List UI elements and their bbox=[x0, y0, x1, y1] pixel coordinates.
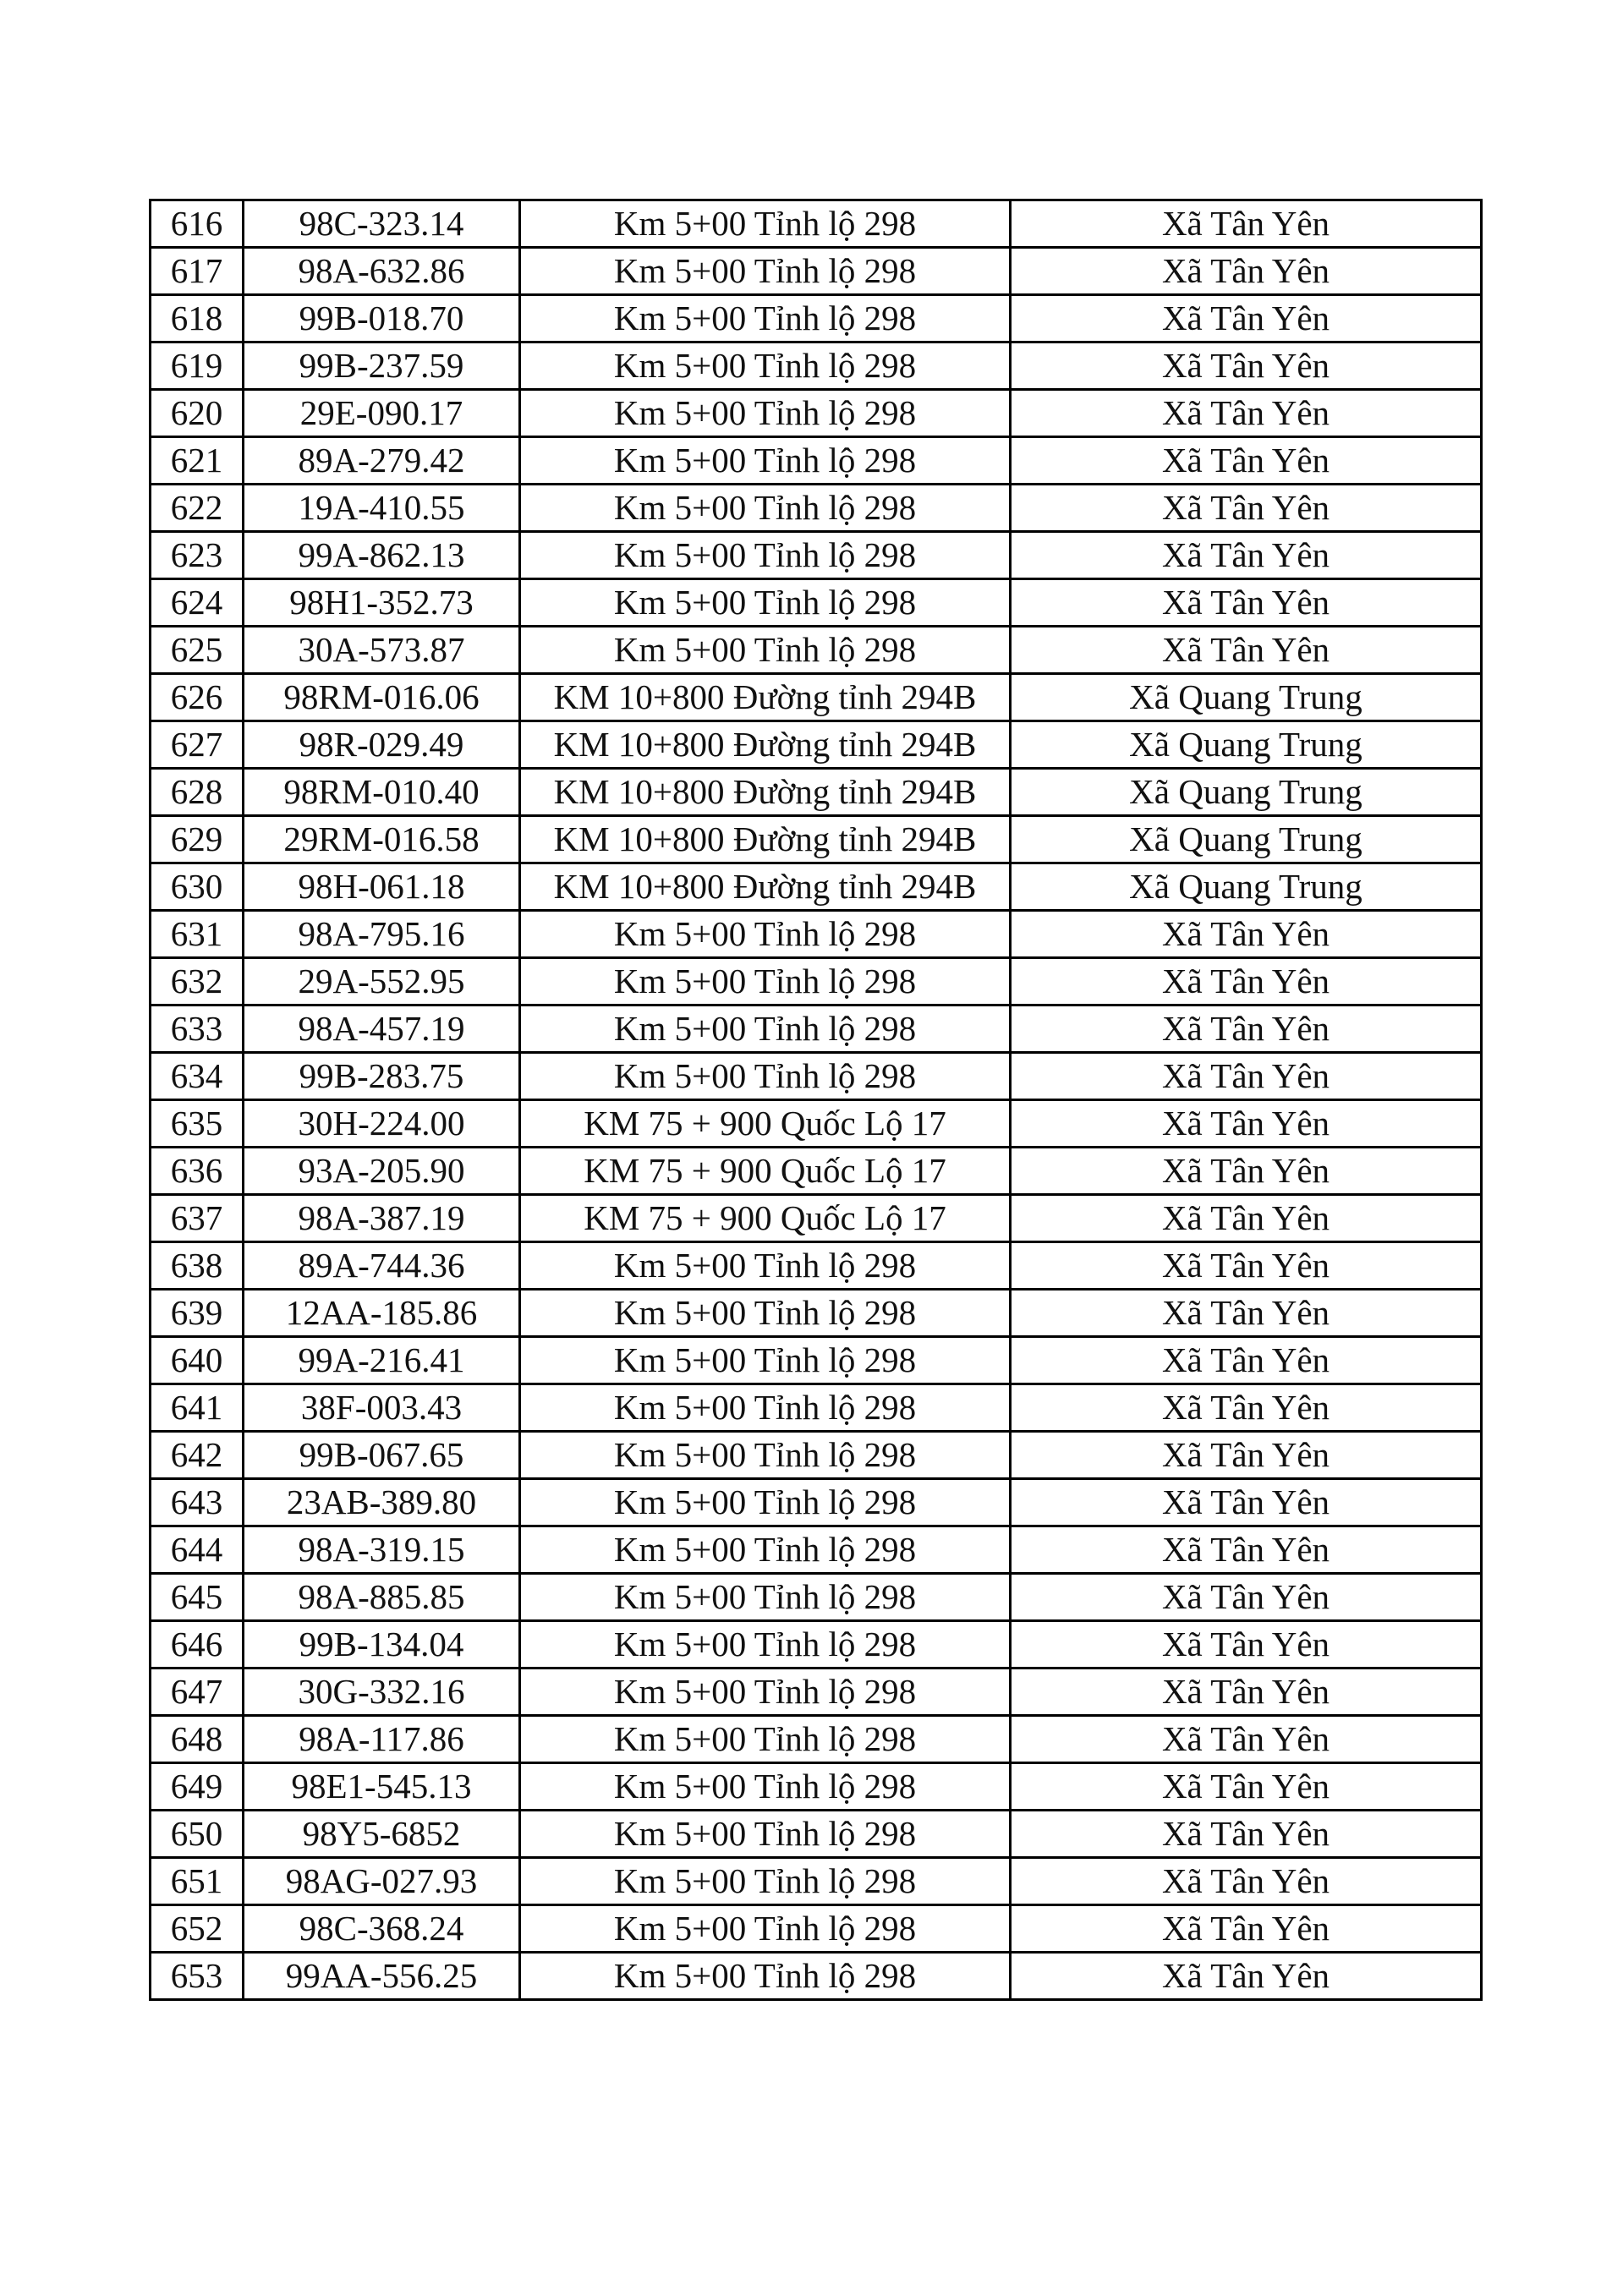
table-row bbox=[151, 627, 1482, 674]
location-cell: Km 5+00 Tỉnh lộ 298 bbox=[520, 1905, 1011, 1953]
table-row bbox=[151, 1526, 1482, 1574]
license-plate-cell: 29E-090.17 bbox=[244, 390, 520, 437]
ward-cell: Xã Tân Yên bbox=[1011, 390, 1482, 437]
location-cell: Km 5+00 Tỉnh lộ 298 bbox=[520, 1716, 1011, 1763]
ward-cell: Xã Tân Yên bbox=[1011, 1384, 1482, 1432]
row-number-cell: 620 bbox=[151, 390, 244, 437]
location-cell: KM 75 + 900 Quốc Lộ 17 bbox=[520, 1148, 1011, 1195]
table-row bbox=[151, 1290, 1482, 1337]
ward-cell: Xã Tân Yên bbox=[1011, 1337, 1482, 1384]
ward-cell: Xã Tân Yên bbox=[1011, 1242, 1482, 1290]
location-cell: Km 5+00 Tỉnh lộ 298 bbox=[520, 1953, 1011, 2000]
table-row bbox=[151, 769, 1482, 816]
ward-cell: Xã Tân Yên bbox=[1011, 1716, 1482, 1763]
table-row bbox=[151, 1006, 1482, 1053]
license-plate-cell: 98RM-016.06 bbox=[244, 674, 520, 721]
location-cell: Km 5+00 Tỉnh lộ 298 bbox=[520, 1858, 1011, 1905]
license-plate-cell: 99B-237.59 bbox=[244, 342, 520, 390]
ward-cell: Xã Tân Yên bbox=[1011, 1290, 1482, 1337]
ward-cell: Xã Tân Yên bbox=[1011, 485, 1482, 532]
table-row bbox=[151, 390, 1482, 437]
license-plate-cell: 99B-134.04 bbox=[244, 1621, 520, 1669]
table-row bbox=[151, 1905, 1482, 1953]
table-row bbox=[151, 1242, 1482, 1290]
license-plate-cell: 98A-117.86 bbox=[244, 1716, 520, 1763]
row-number-cell: 650 bbox=[151, 1811, 244, 1858]
location-cell: Km 5+00 Tỉnh lộ 298 bbox=[520, 627, 1011, 674]
table-row bbox=[151, 295, 1482, 342]
table-row bbox=[151, 437, 1482, 485]
license-plate-cell: 89A-279.42 bbox=[244, 437, 520, 485]
license-plate-cell: 98C-368.24 bbox=[244, 1905, 520, 1953]
location-cell: Km 5+00 Tỉnh lộ 298 bbox=[520, 200, 1011, 248]
table-row bbox=[151, 200, 1482, 248]
ward-cell: Xã Quang Trung bbox=[1011, 674, 1482, 721]
license-plate-cell: 23AB-389.80 bbox=[244, 1479, 520, 1526]
table-row bbox=[151, 911, 1482, 958]
table-row bbox=[151, 342, 1482, 390]
location-cell: Km 5+00 Tỉnh lộ 298 bbox=[520, 1479, 1011, 1526]
table-row bbox=[151, 1621, 1482, 1669]
row-number-cell: 622 bbox=[151, 485, 244, 532]
ward-cell: Xã Tân Yên bbox=[1011, 1763, 1482, 1811]
table-row bbox=[151, 1148, 1482, 1195]
row-number-cell: 619 bbox=[151, 342, 244, 390]
location-cell: KM 75 + 900 Quốc Lộ 17 bbox=[520, 1195, 1011, 1242]
row-number-cell: 645 bbox=[151, 1574, 244, 1621]
row-number-cell: 651 bbox=[151, 1858, 244, 1905]
location-cell: Km 5+00 Tỉnh lộ 298 bbox=[520, 1242, 1011, 1290]
ward-cell: Xã Tân Yên bbox=[1011, 579, 1482, 627]
ward-cell: Xã Tân Yên bbox=[1011, 627, 1482, 674]
row-number-cell: 634 bbox=[151, 1053, 244, 1100]
license-plate-cell: 98A-632.86 bbox=[244, 248, 520, 295]
license-plate-cell: 98AG-027.93 bbox=[244, 1858, 520, 1905]
ward-cell: Xã Tân Yên bbox=[1011, 1574, 1482, 1621]
table-row bbox=[151, 863, 1482, 911]
license-plate-cell: 99B-283.75 bbox=[244, 1053, 520, 1100]
row-number-cell: 629 bbox=[151, 816, 244, 863]
row-number-cell: 632 bbox=[151, 958, 244, 1006]
ward-cell: Xã Quang Trung bbox=[1011, 816, 1482, 863]
location-cell: KM 10+800 Đường tỉnh 294B bbox=[520, 674, 1011, 721]
ward-cell: Xã Tân Yên bbox=[1011, 1526, 1482, 1574]
ward-cell: Xã Tân Yên bbox=[1011, 911, 1482, 958]
row-number-cell: 627 bbox=[151, 721, 244, 769]
location-cell: Km 5+00 Tỉnh lộ 298 bbox=[520, 342, 1011, 390]
ward-cell: Xã Tân Yên bbox=[1011, 958, 1482, 1006]
location-cell: Km 5+00 Tỉnh lộ 298 bbox=[520, 1053, 1011, 1100]
ward-cell: Xã Tân Yên bbox=[1011, 342, 1482, 390]
row-number-cell: 637 bbox=[151, 1195, 244, 1242]
location-cell: Km 5+00 Tỉnh lộ 298 bbox=[520, 437, 1011, 485]
license-plate-cell: 38F-003.43 bbox=[244, 1384, 520, 1432]
license-plate-cell: 89A-744.36 bbox=[244, 1242, 520, 1290]
license-plate-cell: 98H-061.18 bbox=[244, 863, 520, 911]
ward-cell: Xã Tân Yên bbox=[1011, 1905, 1482, 1953]
ward-cell: Xã Tân Yên bbox=[1011, 1195, 1482, 1242]
location-cell: Km 5+00 Tỉnh lộ 298 bbox=[520, 958, 1011, 1006]
table-row bbox=[151, 1384, 1482, 1432]
license-plate-cell: 30G-332.16 bbox=[244, 1669, 520, 1716]
license-plate-cell: 98A-387.19 bbox=[244, 1195, 520, 1242]
table-row bbox=[151, 721, 1482, 769]
ward-cell: Xã Tân Yên bbox=[1011, 1479, 1482, 1526]
row-number-cell: 625 bbox=[151, 627, 244, 674]
license-plate-cell: 29RM-016.58 bbox=[244, 816, 520, 863]
table-row bbox=[151, 1953, 1482, 2000]
table-row bbox=[151, 1053, 1482, 1100]
license-plate-cell: 93A-205.90 bbox=[244, 1148, 520, 1195]
location-cell: Km 5+00 Tỉnh lộ 298 bbox=[520, 1574, 1011, 1621]
ward-cell: Xã Tân Yên bbox=[1011, 248, 1482, 295]
location-cell: Km 5+00 Tỉnh lộ 298 bbox=[520, 1384, 1011, 1432]
license-plate-cell: 98A-795.16 bbox=[244, 911, 520, 958]
location-cell: Km 5+00 Tỉnh lộ 298 bbox=[520, 1006, 1011, 1053]
license-plate-cell: 98Y5-6852 bbox=[244, 1811, 520, 1858]
row-number-cell: 618 bbox=[151, 295, 244, 342]
ward-cell: Xã Tân Yên bbox=[1011, 1811, 1482, 1858]
row-number-cell: 621 bbox=[151, 437, 244, 485]
location-cell: Km 5+00 Tỉnh lộ 298 bbox=[520, 1763, 1011, 1811]
row-number-cell: 652 bbox=[151, 1905, 244, 1953]
location-cell: Km 5+00 Tỉnh lộ 298 bbox=[520, 911, 1011, 958]
table-row bbox=[151, 816, 1482, 863]
license-plate-cell: 98H1-352.73 bbox=[244, 579, 520, 627]
license-plate-cell: 12AA-185.86 bbox=[244, 1290, 520, 1337]
license-plate-cell: 98A-885.85 bbox=[244, 1574, 520, 1621]
license-plate-cell: 29A-552.95 bbox=[244, 958, 520, 1006]
location-cell: Km 5+00 Tỉnh lộ 298 bbox=[520, 1811, 1011, 1858]
ward-cell: Xã Tân Yên bbox=[1011, 1953, 1482, 2000]
license-plate-cell: 98A-319.15 bbox=[244, 1526, 520, 1574]
license-plate-cell: 98R-029.49 bbox=[244, 721, 520, 769]
table-row bbox=[151, 1195, 1482, 1242]
location-cell: Km 5+00 Tỉnh lộ 298 bbox=[520, 532, 1011, 579]
ward-cell: Xã Tân Yên bbox=[1011, 1006, 1482, 1053]
table-row bbox=[151, 1716, 1482, 1763]
row-number-cell: 646 bbox=[151, 1621, 244, 1669]
table-row bbox=[151, 958, 1482, 1006]
row-number-cell: 633 bbox=[151, 1006, 244, 1053]
license-plate-cell: 99B-018.70 bbox=[244, 295, 520, 342]
row-number-cell: 639 bbox=[151, 1290, 244, 1337]
row-number-cell: 653 bbox=[151, 1953, 244, 2000]
row-number-cell: 648 bbox=[151, 1716, 244, 1763]
location-cell: KM 10+800 Đường tỉnh 294B bbox=[520, 769, 1011, 816]
table-row bbox=[151, 1479, 1482, 1526]
row-number-cell: 626 bbox=[151, 674, 244, 721]
ward-cell: Xã Tân Yên bbox=[1011, 200, 1482, 248]
table-row bbox=[151, 1337, 1482, 1384]
row-number-cell: 641 bbox=[151, 1384, 244, 1432]
row-number-cell: 638 bbox=[151, 1242, 244, 1290]
ward-cell: Xã Tân Yên bbox=[1011, 1053, 1482, 1100]
license-plate-cell: 99A-862.13 bbox=[244, 532, 520, 579]
location-cell: Km 5+00 Tỉnh lộ 298 bbox=[520, 1621, 1011, 1669]
ward-cell: Xã Tân Yên bbox=[1011, 1148, 1482, 1195]
row-number-cell: 630 bbox=[151, 863, 244, 911]
row-number-cell: 644 bbox=[151, 1526, 244, 1574]
row-number-cell: 623 bbox=[151, 532, 244, 579]
ward-cell: Xã Tân Yên bbox=[1011, 1669, 1482, 1716]
row-number-cell: 635 bbox=[151, 1100, 244, 1148]
license-plate-cell: 30H-224.00 bbox=[244, 1100, 520, 1148]
table-row bbox=[151, 674, 1482, 721]
license-plate-cell: 99A-216.41 bbox=[244, 1337, 520, 1384]
location-cell: KM 10+800 Đường tỉnh 294B bbox=[520, 863, 1011, 911]
location-cell: KM 75 + 900 Quốc Lộ 17 bbox=[520, 1100, 1011, 1148]
table-body bbox=[151, 200, 1482, 2000]
table-row bbox=[151, 532, 1482, 579]
ward-cell: Xã Quang Trung bbox=[1011, 721, 1482, 769]
ward-cell: Xã Quang Trung bbox=[1011, 769, 1482, 816]
license-plate-cell: 99B-067.65 bbox=[244, 1432, 520, 1479]
location-cell: Km 5+00 Tỉnh lộ 298 bbox=[520, 1290, 1011, 1337]
license-plate-cell: 98C-323.14 bbox=[244, 200, 520, 248]
license-plate-cell: 99AA-556.25 bbox=[244, 1953, 520, 2000]
row-number-cell: 640 bbox=[151, 1337, 244, 1384]
table-row bbox=[151, 485, 1482, 532]
violation-table bbox=[149, 199, 1483, 2001]
ward-cell: Xã Tân Yên bbox=[1011, 295, 1482, 342]
table-row bbox=[151, 248, 1482, 295]
ward-cell: Xã Tân Yên bbox=[1011, 1432, 1482, 1479]
location-cell: KM 10+800 Đường tỉnh 294B bbox=[520, 816, 1011, 863]
location-cell: Km 5+00 Tỉnh lộ 298 bbox=[520, 390, 1011, 437]
ward-cell: Xã Tân Yên bbox=[1011, 1858, 1482, 1905]
row-number-cell: 616 bbox=[151, 200, 244, 248]
ward-cell: Xã Tân Yên bbox=[1011, 532, 1482, 579]
table-row bbox=[151, 1858, 1482, 1905]
ward-cell: Xã Quang Trung bbox=[1011, 863, 1482, 911]
location-cell: Km 5+00 Tỉnh lộ 298 bbox=[520, 295, 1011, 342]
table-row bbox=[151, 1574, 1482, 1621]
location-cell: Km 5+00 Tỉnh lộ 298 bbox=[520, 1526, 1011, 1574]
row-number-cell: 631 bbox=[151, 911, 244, 958]
location-cell: Km 5+00 Tỉnh lộ 298 bbox=[520, 1432, 1011, 1479]
license-plate-cell: 19A-410.55 bbox=[244, 485, 520, 532]
license-plate-cell: 98E1-545.13 bbox=[244, 1763, 520, 1811]
table-row bbox=[151, 1432, 1482, 1479]
location-cell: KM 10+800 Đường tỉnh 294B bbox=[520, 721, 1011, 769]
table-row bbox=[151, 1669, 1482, 1716]
ward-cell: Xã Tân Yên bbox=[1011, 1621, 1482, 1669]
table-row bbox=[151, 1763, 1482, 1811]
row-number-cell: 649 bbox=[151, 1763, 244, 1811]
license-plate-cell: 30A-573.87 bbox=[244, 627, 520, 674]
table-row bbox=[151, 1100, 1482, 1148]
row-number-cell: 628 bbox=[151, 769, 244, 816]
table-row bbox=[151, 579, 1482, 627]
license-plate-cell: 98A-457.19 bbox=[244, 1006, 520, 1053]
table-row bbox=[151, 1811, 1482, 1858]
row-number-cell: 624 bbox=[151, 579, 244, 627]
row-number-cell: 643 bbox=[151, 1479, 244, 1526]
location-cell: Km 5+00 Tỉnh lộ 298 bbox=[520, 579, 1011, 627]
license-plate-cell: 98RM-010.40 bbox=[244, 769, 520, 816]
location-cell: Km 5+00 Tỉnh lộ 298 bbox=[520, 485, 1011, 532]
ward-cell: Xã Tân Yên bbox=[1011, 1100, 1482, 1148]
location-cell: Km 5+00 Tỉnh lộ 298 bbox=[520, 248, 1011, 295]
row-number-cell: 636 bbox=[151, 1148, 244, 1195]
row-number-cell: 647 bbox=[151, 1669, 244, 1716]
ward-cell: Xã Tân Yên bbox=[1011, 437, 1482, 485]
row-number-cell: 642 bbox=[151, 1432, 244, 1479]
row-number-cell: 617 bbox=[151, 248, 244, 295]
location-cell: Km 5+00 Tỉnh lộ 298 bbox=[520, 1337, 1011, 1384]
location-cell: Km 5+00 Tỉnh lộ 298 bbox=[520, 1669, 1011, 1716]
